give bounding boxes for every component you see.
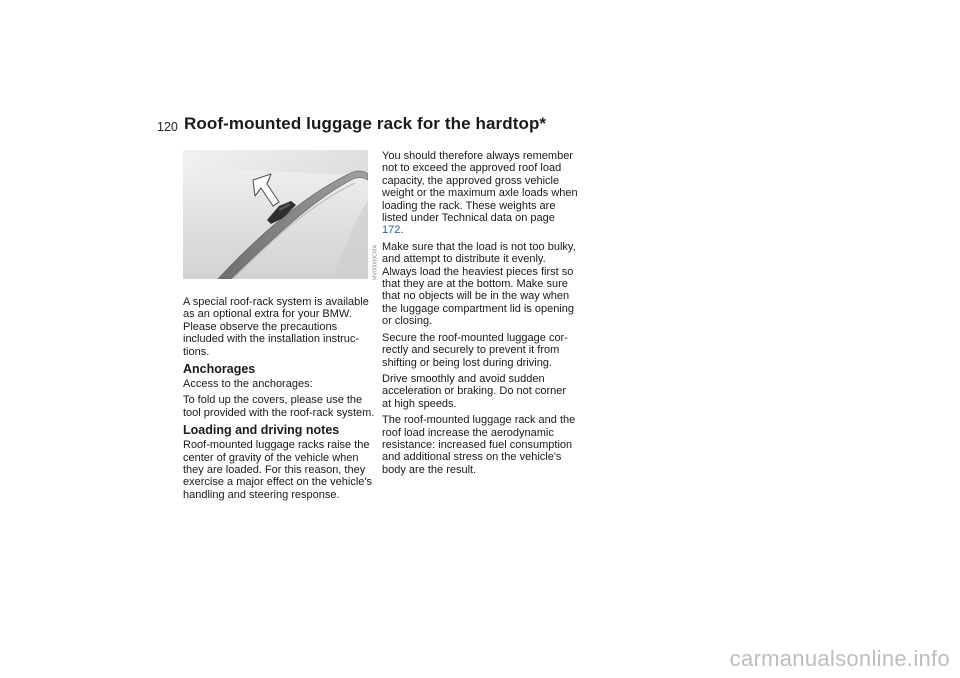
roof-rack-photo [183,150,368,279]
weights-text: You should therefore always remember not to exceed the approved roof load capacity, the approved gross vehicle weight or the maximum axle loads when loading the rack. These weights are listed under Technical data on page [382,150,578,225]
page-title: Roof-mounted luggage rack for the hardtop* [184,114,547,133]
right-column [382,150,578,480]
anchorages-heading: Anchorages [183,362,256,377]
figure-code-text: MV00089CMA [372,244,379,280]
securing-paragraph: Secure the roof-mounted luggage cor-rectly and securely to prevent it from shifting or being lost during driving. [382,331,568,369]
page-172-link[interactable]: 172 [382,224,401,237]
roof-anchorage-illustration [183,150,368,279]
loading-heading: Loading and driving notes [183,423,340,438]
anchorages-paragraph-1: Access to the anchorages: [183,378,313,391]
anchorages-paragraph-2: To fold up the covers, please use the tool provided with the roof-rack system. [183,394,375,419]
load-distribution-paragraph: Make sure that the load is not too bulky, and attempt to distribute it evenly. Always load the heaviest pieces first so that they are at the bottom. Make sure that no objects will be in the way when the luggage compartment lid is opening or closing. [382,240,576,328]
watermark: carmanualsonline.info [729,646,950,671]
weights-text-end: . [400,224,404,237]
intro-paragraph: A special roof-rack system is available as an optional extra for your BMW. Please observe the precautions included with the installation instruc-tions. [183,296,369,358]
aerodynamics-paragraph: The roof-mounted luggage rack and the roof load increase the aerodynamic resistance: increased fuel consumption and additional stress on the vehicle's body are the result. [382,414,576,476]
figure-code [369,236,379,280]
driving-paragraph: Drive smoothly and avoid sudden acceleration or braking. Do not corner at high speeds. [382,372,567,410]
weights-paragraph [382,150,578,237]
loading-paragraph-1: Roof-mounted luggage racks raise the center of gravity of the vehicle when they are loaded. For this reason, they exercise a major effect on the vehicle's handling and steering response. [183,439,372,501]
page-number: 120 [157,120,178,134]
left-column [183,296,379,505]
